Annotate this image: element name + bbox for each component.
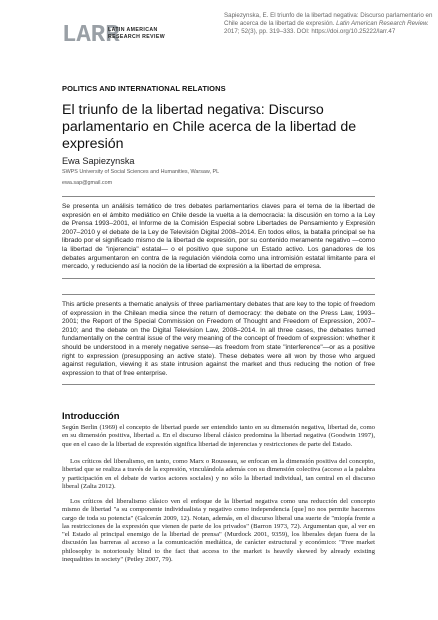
- journal-name-line2: RESEARCH REVIEW: [108, 34, 166, 40]
- author-email: ewa.sap@gmail.com: [62, 180, 113, 186]
- page-header: [62, 12, 433, 52]
- journal-logo: [62, 22, 174, 52]
- intro-paragraph-2: Los críticos del liberalismo, en tanto, como Marx o Rousseau, se enfocan en la dimensión positiva del concepto, libertad que se realiza a través de la expresión, vinculándola además con su dimensión colectiva (acceso a la palabra y participación en el debate de varios actores sociales) y no sólo la libertad individual, tan central en el discurso liberal (Zalta 2012).: [62, 458, 375, 490]
- article-title: El triunfo de la libertad negativa: Discurso parlamentario en Chile acerca de la libertad de expresión: [62, 102, 357, 153]
- author-name: Ewa Sapiezynska: [62, 156, 135, 166]
- citation: [224, 12, 438, 37]
- abstract-english-text: This article presents a thematic analysis of three parliamentary debates that are key to the topic of freedom of expression in the Chilean media since the return of democracy: the debate on the Press Law, 1993–2001; the Report of the Special Commission on Freedom of Thought and Freedom of Expression, 2007–2010; and the debate on the Digital Television Law, 2008–2014. In all three cases, the debates turned fundamentally on the central issue of the very meaning of the concept of freedom of expression: whether it should be understood in a merely negative sense—as freedom from state "interference"—or as a positive right to expression (presupposing an active state). These debates were all won by those who argued against regulation, viewing it as state intrusion against the market and thus reducing the notion of free expression to that of free enterprise.: [62, 301, 375, 377]
- author-affiliation: SWPS University of Social Sciences and Humanities, Warsaw, PL: [62, 169, 220, 175]
- journal-name-line1: LATIN AMERICAN: [108, 27, 158, 33]
- abstract-spanish: [62, 196, 375, 279]
- abstract-english: [62, 294, 375, 385]
- citation-part2: 2017; 52(3), pp. 319–333. DOI: https://doi.org/10.25222/larr.47: [224, 28, 396, 36]
- intro-heading: Introducción: [62, 411, 120, 422]
- citation-part1: Sapiezynska, E. El triunfo de la libertad negativa: Discurso parlamentario en Chile acerca de la libertad de expresión.: [224, 12, 433, 28]
- intro-paragraph-1: Según Berlin (1969) el concepto de libertad puede ser entendido tanto en su dimensión negativa, libertad de, como en su dimensión positiva, libertad a. En el discurso liberal clásico predomina la libertad negativa (Goodwin 1997), que en el caso de la libertad de expresión significa libertad de injerencias y restricciones de parte del Estado.: [62, 424, 375, 448]
- abstract-spanish-text: Se presenta un análisis temático de tres debates parlamentarios claves para el tema de la libertad de expresión en el ámbito mediático en Chile desde la vuelta a la democracia: la discusión en torno a la Ley de Prensa 1993–2001, el Informe de la Comisión Especial sobre Libertades de Pensamiento y Expresión 2007–2010 y el debate de la Ley de Televisión Digital 2008–2014. En todos ellos, la batalla principal se ha librado por el significado mismo de la libertad de expresión, por su contenido meramente negativo —como la libertad de "injerencia" estatal— o el positivo que supone un Estado activo. Los ganadores de los debates argumentaron en contra de la regulación viéndola como una intromisión estatal limitante para el mercado, y reduciendo así la noción de la libertad de expresión a la libertad de empresa.: [62, 203, 375, 271]
- larr-logo-mark: LARR: [62, 22, 120, 49]
- citation-journal: Latin American Research Review.: [336, 20, 429, 28]
- intro-paragraph-3: Los críticos del liberalismo clásico ven el enfoque de la libertad negativa como una reducción del concepto mismo de libertad "a su componente individualista y negativo como independencia [que] no nos permite hacernos cargo de toda su potencia" (Galcerán 2009, 12). Notan, además, en el discurso liberal una suerte de "miopía frente a las restricciones de la expresión que vienen de parte de los privados" (Barron 1973, 72). Argumentan que, al ver en "el Estado al principal enemigo de la libertad de prensa" (Murdock 2001, 9359), los liberales dejan fuera de la discusión las barreras al acceso a la comunicación mediática, de carácter estructural y económico: "Free market philosophy is notoriously blind to the fact that access to the market is heavily skewed by already existing inequalities in society" (Petley 2007, 79).: [62, 498, 375, 564]
- journal-name: [108, 27, 178, 41]
- section-label: POLITICS AND INTERNATIONAL RELATIONS: [62, 84, 226, 93]
